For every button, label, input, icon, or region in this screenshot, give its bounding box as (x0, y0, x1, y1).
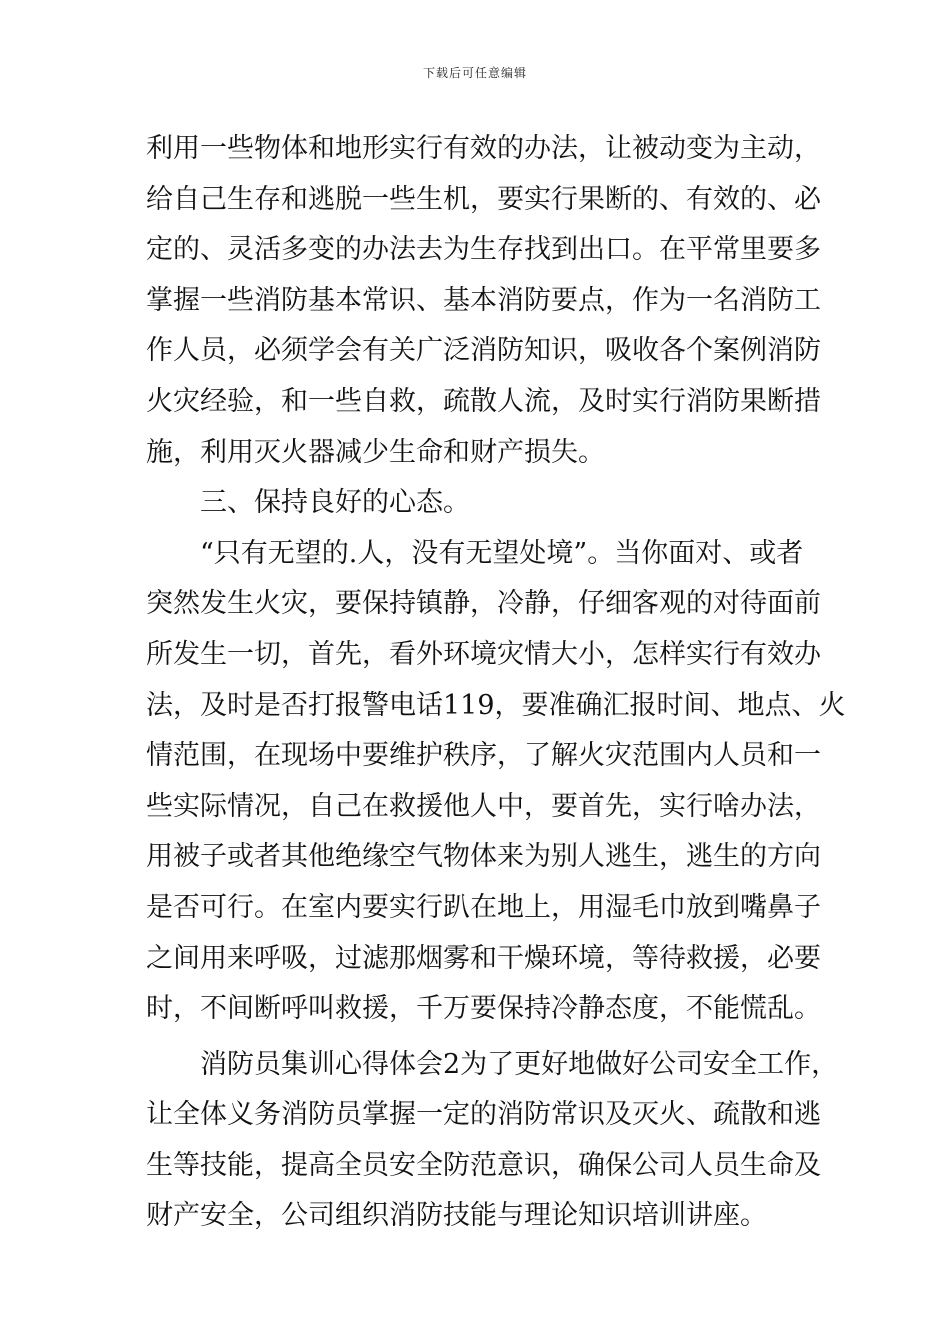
text-line: 所发生一切，首先，看外环境灾情大小，怎样实行有效办 (146, 638, 821, 670)
text-line: 财产安全，公司组织消防技能与理论知识培训讲座。 (146, 1200, 767, 1232)
text-line: 三、保持良好的心态。 (200, 487, 470, 519)
paragraph-1 (146, 124, 821, 478)
text-line: 让全体义务消防员掌握一定的消防常识及灭火、疏散和逃 (146, 1099, 821, 1131)
text-line: 是否可行。在室内要实行趴在地上，用湿毛巾放到嘴鼻子 (146, 891, 821, 923)
text-line: 些实际情况，自己在救援他人中，要首先，实行啥办法， (146, 790, 821, 822)
text-line: 定的、灵活多变的办法去为生存找到出口。在平常里要多 (146, 234, 821, 266)
text-line: “只有无望的.人，没有无望处境”。当你面对、或者 (200, 537, 804, 569)
paragraph-4 (146, 1040, 839, 1242)
text-line: 用被子或者其他绝缘空气物体来为别人逃生，逃生的方向 (146, 841, 821, 873)
text-line: 情范围，在现场中要维护秩序，了解火灾范围内人员和一 (146, 740, 821, 772)
text-line: 作人员，必须学会有关广泛消防知识，吸收各个案例消防 (146, 335, 821, 367)
document-body (146, 124, 846, 1242)
paragraph-3 (146, 529, 846, 1035)
text-line: 突然发生火灾，要保持镇静，冷静，仔细客观的对待面前 (146, 588, 821, 620)
text-line: 消防员集训心得体会2为了更好地做好公司安全工作， (200, 1048, 839, 1080)
text-line: 给自己生存和逃脱一些生机，要实行果断的、有效的、必 (146, 183, 821, 215)
text-line: 法，及时是否打报警电话119，要准确汇报时间、地点、火 (146, 689, 846, 721)
text-line: 火灾经验，和一些自救，疏散人流，及时实行消防果断措 (146, 385, 821, 417)
page-header: 下载后可任意编辑 (422, 66, 527, 80)
text-line: 生等技能，提高全员安全防范意识，确保公司人员生命及 (146, 1149, 821, 1181)
text-line: 掌握一些消防基本常识、基本消防要点，作为一名消防工 (146, 284, 821, 316)
text-line: 施，利用灭火器减少生命和财产损失。 (146, 436, 605, 468)
text-line: 时，不间断呼叫救援，千万要保持冷静态度，不能慌乱。 (146, 993, 821, 1025)
text-line: 利用一些物体和地形实行有效的办法，让被动变为主动， (146, 133, 821, 164)
text-line: 之间用来呼吸，过滤那烟雾和干燥环境，等待救援，必要 (146, 942, 821, 974)
paragraph-2-section-heading (146, 478, 806, 529)
